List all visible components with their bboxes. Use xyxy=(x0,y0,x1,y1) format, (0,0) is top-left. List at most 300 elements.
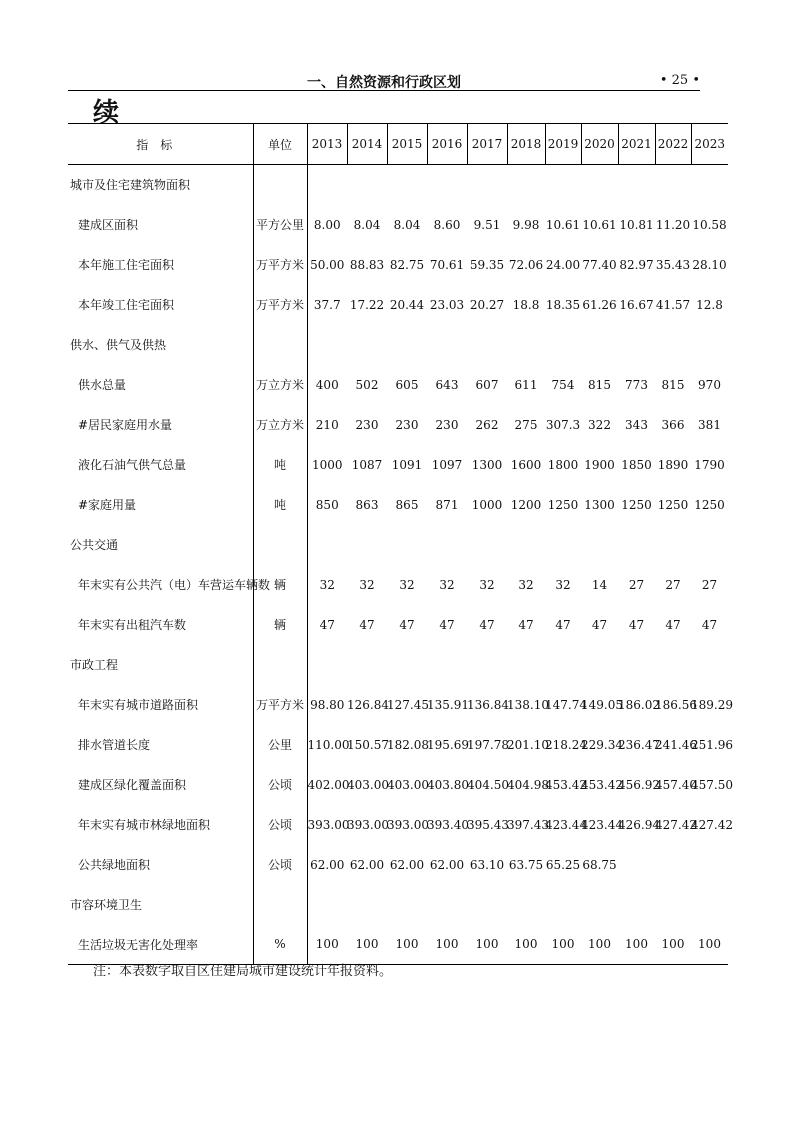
value-cell: 10.61 xyxy=(582,217,617,232)
value-cell: 8.00 xyxy=(307,205,347,245)
table-row xyxy=(68,485,728,525)
value-cell: 110.00 xyxy=(307,725,347,765)
year-header: 2013 xyxy=(307,124,347,165)
value-cell: 366 xyxy=(661,417,685,432)
unit-cell xyxy=(253,645,307,685)
value-cell xyxy=(545,325,581,365)
value-cell: 47 xyxy=(591,617,608,632)
value-cell: 32 xyxy=(359,577,375,592)
value-cell: 402.00 xyxy=(307,765,347,805)
value-cell: 404.98 xyxy=(507,777,549,792)
value-cell xyxy=(618,525,655,565)
year-header: 2023 xyxy=(691,124,728,165)
value-cell xyxy=(545,645,581,685)
value-cell: 147.74 xyxy=(545,697,587,712)
value-cell: 307.3 xyxy=(545,417,581,432)
value-cell: 72.06 xyxy=(508,257,544,272)
value-cell: 126.84 xyxy=(347,697,389,712)
value-cell: 27 xyxy=(701,577,718,592)
table-row xyxy=(68,245,728,285)
table-row xyxy=(68,205,728,245)
value-cell: 24.00 xyxy=(545,257,581,272)
value-cell: 50.00 xyxy=(307,245,347,285)
unit-cell: 万立方米 xyxy=(253,405,307,445)
value-cell: 32 xyxy=(439,577,455,592)
value-cell: 32 xyxy=(479,577,495,592)
value-cell xyxy=(467,645,507,685)
unit-cell: % xyxy=(253,925,307,965)
unit-cell: 吨 xyxy=(253,445,307,485)
value-cell: 1250 xyxy=(621,497,652,512)
value-cell: 98.80 xyxy=(307,685,347,725)
value-cell: 210 xyxy=(307,405,347,445)
value-cell: 197.78 xyxy=(467,737,509,752)
value-cell xyxy=(427,165,467,205)
value-cell: 32 xyxy=(555,577,571,592)
value-cell: 20.27 xyxy=(469,297,505,312)
statistics-table xyxy=(68,123,733,965)
indicator-label: 城市及住宅建筑物面积 xyxy=(70,178,191,193)
value-cell: 393.00 xyxy=(307,805,347,845)
unit-cell: 公里 xyxy=(253,725,307,765)
table-header-row xyxy=(68,124,728,165)
value-cell xyxy=(347,525,387,565)
year-header: 2021 xyxy=(618,124,655,165)
value-cell: 1250 xyxy=(547,497,579,512)
indicator-label: 本年竣工住宅面积 xyxy=(78,298,175,312)
unit-header: 单位 xyxy=(253,124,307,165)
value-cell: 27 xyxy=(628,577,645,592)
section-row xyxy=(68,325,728,365)
unit-cell xyxy=(253,525,307,565)
unit-cell: 万平方米 xyxy=(253,245,307,285)
value-cell: 393.40 xyxy=(427,817,469,832)
value-cell: 100 xyxy=(347,925,387,965)
table-row xyxy=(68,765,728,805)
unit-cell xyxy=(253,325,307,365)
indicator-label: #居民家庭用水量 xyxy=(78,418,173,432)
value-cell: 773 xyxy=(625,377,648,392)
unit-cell: 万平方米 xyxy=(253,685,307,725)
value-cell: 18.8 xyxy=(512,297,540,312)
value-cell: 423.44 xyxy=(581,817,623,832)
value-cell: 70.61 xyxy=(429,257,465,272)
value-cell xyxy=(507,165,545,205)
value-cell: 403.00 xyxy=(387,777,429,792)
value-cell: 754 xyxy=(551,377,575,392)
value-cell: 1200 xyxy=(510,497,542,512)
value-cell xyxy=(581,885,618,925)
value-cell: 1900 xyxy=(584,457,615,472)
table-row xyxy=(68,285,728,325)
unit-cell: 公顷 xyxy=(253,765,307,805)
section-row xyxy=(68,525,728,565)
value-cell: 47 xyxy=(555,617,571,632)
value-cell: 343 xyxy=(625,417,648,432)
table-body xyxy=(68,165,733,965)
value-cell: 457.40 xyxy=(655,777,697,792)
value-cell xyxy=(655,325,691,365)
year-header: 2020 xyxy=(581,124,618,165)
value-cell xyxy=(618,165,655,205)
page-number: • 25 • xyxy=(659,73,700,88)
value-cell: 815 xyxy=(588,377,611,392)
value-cell xyxy=(347,325,387,365)
indicator-label: 本年施工住宅面积 xyxy=(78,258,175,272)
value-cell: 28.10 xyxy=(692,257,727,272)
value-cell: 8.04 xyxy=(393,217,421,232)
value-cell xyxy=(545,885,581,925)
value-cell xyxy=(387,165,427,205)
value-cell: 1300 xyxy=(584,497,615,512)
value-cell: 427.42 xyxy=(655,817,697,832)
value-cell xyxy=(655,645,691,685)
value-cell: 186.56 xyxy=(655,697,697,712)
page-header xyxy=(68,70,700,91)
indicator-label: #家庭用量 xyxy=(78,498,137,512)
indicator-label: 液化石油气供气总量 xyxy=(78,458,187,472)
value-cell xyxy=(691,325,728,365)
value-cell: 201.10 xyxy=(507,737,549,752)
table-row xyxy=(68,685,728,725)
value-cell: 47 xyxy=(439,617,455,632)
table-row xyxy=(68,605,728,645)
value-cell xyxy=(307,325,347,365)
value-cell: 229.34 xyxy=(581,737,623,752)
value-cell: 1790 xyxy=(694,457,725,472)
value-cell xyxy=(545,165,581,205)
value-cell xyxy=(691,845,728,885)
value-cell: 1250 xyxy=(694,497,725,512)
value-cell xyxy=(655,525,691,565)
value-cell: 65.25 xyxy=(545,857,581,872)
value-cell xyxy=(691,525,728,565)
value-cell: 189.29 xyxy=(691,697,733,712)
section-row xyxy=(68,165,728,205)
value-cell xyxy=(618,845,655,885)
indicator-label: 排水管道长度 xyxy=(78,738,151,752)
value-cell: 1600 xyxy=(510,457,542,472)
value-cell: 149.05 xyxy=(581,697,623,712)
value-cell xyxy=(307,525,347,565)
indicator-label: 市政工程 xyxy=(70,658,119,672)
value-cell: 32 xyxy=(307,565,347,605)
value-cell xyxy=(507,645,545,685)
value-cell xyxy=(618,325,655,365)
value-cell: 393.00 xyxy=(387,817,429,832)
indicator-label: 年末实有城市道路面积 xyxy=(78,698,199,712)
value-cell: 262 xyxy=(475,417,499,432)
value-cell xyxy=(347,165,387,205)
value-cell: 17.22 xyxy=(349,297,385,312)
value-cell: 135.91 xyxy=(427,697,469,712)
value-cell: 62.00 xyxy=(307,845,347,885)
value-cell xyxy=(427,645,467,685)
value-cell: 100 xyxy=(307,925,347,965)
value-cell: 63.75 xyxy=(508,857,544,872)
value-cell: 397.43 xyxy=(507,817,549,832)
value-cell: 100 xyxy=(691,925,728,965)
value-cell xyxy=(467,885,507,925)
value-cell xyxy=(618,885,655,925)
value-cell: 453.42 xyxy=(545,777,587,792)
year-header: 2016 xyxy=(427,124,467,165)
indicator-label: 供水、供气及供热 xyxy=(70,338,167,352)
value-cell: 62.00 xyxy=(429,857,465,872)
value-cell: 251.96 xyxy=(691,737,733,752)
unit-cell xyxy=(253,165,307,205)
table-row xyxy=(68,445,728,485)
value-cell: 8.60 xyxy=(433,217,461,232)
value-cell xyxy=(467,525,507,565)
value-cell: 236.47 xyxy=(618,737,660,752)
value-cell: 607 xyxy=(475,377,499,392)
value-cell xyxy=(691,885,728,925)
indicator-label: 年末实有公共汽（电）车营运车辆数 xyxy=(78,578,271,592)
value-cell: 11.20 xyxy=(655,217,691,232)
indicator-label: 市容环境卫生 xyxy=(70,898,143,912)
value-cell: 1890 xyxy=(657,457,689,472)
value-cell: 47 xyxy=(628,617,645,632)
value-cell xyxy=(347,645,387,685)
value-cell: 1097 xyxy=(431,457,463,472)
value-cell: 1300 xyxy=(471,457,503,472)
value-cell: 865 xyxy=(395,497,419,512)
value-cell: 8.04 xyxy=(353,217,381,232)
value-cell: 23.03 xyxy=(429,297,465,312)
value-cell: 9.98 xyxy=(512,217,540,232)
value-cell xyxy=(691,165,728,205)
value-cell: 453.42 xyxy=(581,777,623,792)
value-cell: 77.40 xyxy=(582,257,617,272)
value-cell xyxy=(467,165,507,205)
value-cell: 456.92 xyxy=(618,777,660,792)
value-cell: 427.42 xyxy=(691,817,733,832)
value-cell: 605 xyxy=(395,377,419,392)
value-cell: 82.97 xyxy=(619,257,654,272)
value-cell: 127.45 xyxy=(387,697,429,712)
value-cell: 863 xyxy=(355,497,379,512)
value-cell xyxy=(507,325,545,365)
value-cell: 138.10 xyxy=(507,697,549,712)
indicator-label: 建成区面积 xyxy=(78,218,139,232)
table-row xyxy=(68,925,728,965)
value-cell xyxy=(581,645,618,685)
value-cell: 1800 xyxy=(547,457,579,472)
value-cell: 230 xyxy=(435,417,459,432)
year-header: 2018 xyxy=(507,124,545,165)
value-cell: 10.58 xyxy=(692,217,727,232)
value-cell: 393.00 xyxy=(347,817,389,832)
value-cell: 62.00 xyxy=(389,857,425,872)
value-cell: 47 xyxy=(399,617,415,632)
value-cell: 403.80 xyxy=(427,777,469,792)
value-cell: 136.84 xyxy=(467,697,509,712)
value-cell: 230 xyxy=(395,417,419,432)
year-header: 2014 xyxy=(347,124,387,165)
value-cell xyxy=(545,525,581,565)
value-cell: 403.00 xyxy=(347,777,389,792)
value-cell: 9.51 xyxy=(473,217,501,232)
value-cell: 59.35 xyxy=(469,257,505,272)
value-cell xyxy=(427,525,467,565)
table-row xyxy=(68,405,728,445)
value-cell xyxy=(655,165,691,205)
value-cell: 63.10 xyxy=(469,857,505,872)
value-cell xyxy=(387,325,427,365)
value-cell: 815 xyxy=(661,377,685,392)
unit-cell: 公顷 xyxy=(253,845,307,885)
value-cell xyxy=(507,885,545,925)
value-cell: 41.57 xyxy=(655,297,691,312)
value-cell: 195.69 xyxy=(427,737,469,752)
value-cell: 218.24 xyxy=(545,737,587,752)
value-cell: 47 xyxy=(665,617,681,632)
value-cell: 611 xyxy=(514,377,538,392)
value-cell xyxy=(581,165,618,205)
value-cell: 970 xyxy=(698,377,721,392)
value-cell: 35.43 xyxy=(655,257,691,272)
value-cell: 426.94 xyxy=(618,817,660,832)
value-cell: 47 xyxy=(359,617,375,632)
value-cell: 100 xyxy=(427,925,467,965)
value-cell xyxy=(691,645,728,685)
value-cell xyxy=(581,525,618,565)
table-row xyxy=(68,365,728,405)
value-cell: 457.50 xyxy=(691,777,733,792)
indicator-label: 生活垃圾无害化处理率 xyxy=(68,925,253,965)
value-cell: 100 xyxy=(467,925,507,965)
value-cell xyxy=(427,325,467,365)
value-cell: 850 xyxy=(307,485,347,525)
value-cell: 241.46 xyxy=(655,737,697,752)
value-cell: 47 xyxy=(307,605,347,645)
chapter-title: 一、自然资源和行政区划 xyxy=(307,75,461,91)
unit-cell xyxy=(253,885,307,925)
value-cell: 20.44 xyxy=(389,297,425,312)
value-cell: 14 xyxy=(591,577,608,592)
indicator-label: 年末实有出租汽车数 xyxy=(78,618,187,632)
value-cell: 275 xyxy=(514,417,538,432)
value-cell: 150.57 xyxy=(347,737,389,752)
value-cell xyxy=(387,645,427,685)
value-cell xyxy=(427,885,467,925)
value-cell xyxy=(618,645,655,685)
unit-cell: 万平方米 xyxy=(253,285,307,325)
value-cell: 100 xyxy=(655,925,691,965)
value-cell xyxy=(307,645,347,685)
value-cell: 1000 xyxy=(307,445,347,485)
table-row xyxy=(68,565,728,605)
section-row xyxy=(68,885,728,925)
indicator-label: 公共绿地面积 xyxy=(78,858,151,872)
unit-cell: 平方公里 xyxy=(253,205,307,245)
table-row xyxy=(68,805,728,845)
value-cell: 27 xyxy=(665,577,681,592)
value-cell xyxy=(467,325,507,365)
value-cell: 32 xyxy=(399,577,415,592)
year-header: 2017 xyxy=(467,124,507,165)
value-cell: 10.81 xyxy=(619,217,654,232)
value-cell: 61.26 xyxy=(582,297,617,312)
value-cell: 423.44 xyxy=(545,817,587,832)
value-cell: 47 xyxy=(518,617,534,632)
value-cell: 62.00 xyxy=(349,857,385,872)
year-header: 2015 xyxy=(387,124,427,165)
footnote: 注：本表数字取自区住建局城市建设统计年报资料。 xyxy=(93,964,393,979)
value-cell: 1250 xyxy=(657,497,689,512)
value-cell xyxy=(307,885,347,925)
value-cell xyxy=(655,885,691,925)
unit-cell: 辆 xyxy=(253,605,307,645)
year-header: 2019 xyxy=(545,124,581,165)
value-cell: 182.08 xyxy=(387,737,429,752)
indicator-header: 指标 xyxy=(68,124,253,165)
value-cell: 1000 xyxy=(471,497,503,512)
value-cell: 1087 xyxy=(351,457,383,472)
value-cell: 100 xyxy=(545,925,581,965)
value-cell: 100 xyxy=(581,925,618,965)
unit-cell: 吨 xyxy=(253,485,307,525)
value-cell xyxy=(655,845,691,885)
continued-label: 续 xyxy=(93,98,120,128)
value-cell: 230 xyxy=(355,417,379,432)
value-cell: 1091 xyxy=(391,457,423,472)
value-cell: 100 xyxy=(507,925,545,965)
value-cell: 10.61 xyxy=(545,217,581,232)
value-cell: 1850 xyxy=(621,457,652,472)
value-cell: 322 xyxy=(588,417,611,432)
value-cell: 100 xyxy=(387,925,427,965)
indicator-label: 公共交通 xyxy=(70,538,119,552)
value-cell: 18.35 xyxy=(545,297,581,312)
unit-cell: 万立方米 xyxy=(253,365,307,405)
unit-cell: 公顷 xyxy=(253,805,307,845)
value-cell: 16.67 xyxy=(619,297,654,312)
value-cell xyxy=(581,325,618,365)
value-cell: 502 xyxy=(355,377,379,392)
section-row xyxy=(68,645,728,685)
value-cell xyxy=(347,885,387,925)
value-cell: 643 xyxy=(435,377,459,392)
value-cell: 404.50 xyxy=(467,777,509,792)
value-cell: 186.02 xyxy=(618,697,660,712)
value-cell: 32 xyxy=(518,577,534,592)
indicator-label: 供水总量 xyxy=(78,378,127,392)
value-cell: 12.8 xyxy=(696,297,723,312)
unit-cell: 辆 xyxy=(253,565,307,605)
value-cell: 100 xyxy=(618,925,655,965)
value-cell: 400 xyxy=(307,365,347,405)
value-cell: 47 xyxy=(479,617,495,632)
value-cell: 47 xyxy=(701,617,718,632)
value-cell xyxy=(507,525,545,565)
value-cell: 68.75 xyxy=(582,857,617,872)
table-row xyxy=(68,725,728,765)
table-row xyxy=(68,845,728,885)
value-cell xyxy=(387,885,427,925)
indicator-label: 建成区绿化覆盖面积 xyxy=(78,778,187,792)
indicator-label: 年末实有城市林绿地面积 xyxy=(78,818,211,832)
value-cell xyxy=(387,525,427,565)
value-cell: 871 xyxy=(435,497,459,512)
value-cell: 82.75 xyxy=(389,257,425,272)
year-header: 2022 xyxy=(655,124,691,165)
value-cell: 37.7 xyxy=(307,285,347,325)
value-cell: 381 xyxy=(698,417,721,432)
value-cell: 395.43 xyxy=(467,817,509,832)
value-cell xyxy=(307,165,347,205)
